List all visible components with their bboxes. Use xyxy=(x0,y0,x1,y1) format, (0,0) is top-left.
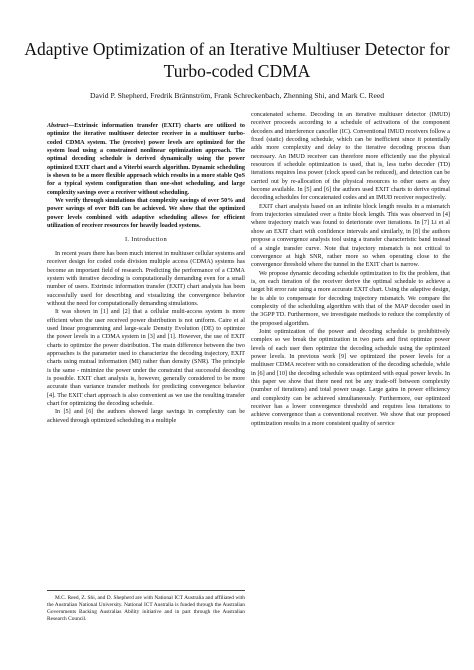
abstract xyxy=(47,122,245,197)
left-paragraph: It was shown in [1] and [2] that a cellular multi-access system is more efficient when the user received power distribution is not uniform. Caire et al used linear programming and large-scale Density Evolution (DE) to optimize the power levels in a CDMA system in [3] and [1]. However, the use of EXIT charts to optimize the power distribution. The main difference between the two approaches is the parameter used to characterize the decoding trajectory, EXIT charts using mutual information (MI) rather than density (SNR). The principle is the same - minimize the power under the constraint that successful decoding is possible. EXIT chart analysis is, however, generally considered to be more accurate than variance transfer methods for predicting convergence behavior [4]. The EXIT chart approach is also convenient as we use the resulting transfer chart for optimizing the decoding schedule. xyxy=(47,309,245,407)
section-heading-introduction: I. Introduction xyxy=(124,236,168,244)
left-paragraph: In recent years there has been much interest in multiuser cellular systems and receiver design for coded code division multiple access (CDMA) systems has become an important field of research. Predicting the performance of a CDMA system with iterative decoding is computationally demanding even for a small number of users. Extrinsic information transfer (EXIT) chart analysis has been successfully used for describing and visualizing the convergence behavior without the need for computationally demanding simulations. xyxy=(47,250,245,307)
right-paragraph: We propose dynamic decoding schedule optimization to fix the problem, that is, on each iteration of the receiver derive the optimal schedule to achieve a target bit error rate using a more accurate EXIT chart. Using the adaptive design, he is able to compensate for decoding trajectory mismatch. We compare the complexity of the scheduling algorithm with that of the MAP decoder used in the 3GPP TD. Furthermore, we investigate methods to reduce the complexity of the proposed algorithm. xyxy=(251,270,450,327)
right-paragraph: Joint optimization of the power and decoding schedule is prohibitively complex so we break the optimization in two parts and first optimize power levels of each user then optimize the decoding schedule using the optimized power levels. In previous work [9] we optimized the power levels for a multiuser CDMA receiver with no consideration of the decoding schedule, while in [6] and [10] the decoding schedule was optimized with equal power levels. In this paper we show that there need not be any trade-off between complexity (number of iterations) and total power usage. Large gains in power efficiency and complexity can be achieved simultaneously. Furthermore, our optimized receiver has a lower convergence threshold and requires less iterations to achieve convergence than a conventional receiver. We show that our proposed optimization results in a more consistent quality of service xyxy=(251,328,450,427)
left-column xyxy=(47,122,245,425)
abstract-text: —Extrinsic information transfer (EXIT) charts are utilized to optimize the iterative multiuser detector receiver in a multiuser turbo-coded CDMA system. The (receive) power levels are optimized for the system load using a constrained nonlinear optimization approach. The optimal decoding schedule is derived dynamically using the power optimized EXIT chart and a Viterbi search algorithm. Dynamic scheduling is shown to be a more flexible approach which results in a more stable QoS for a typical system configuration than one-shot scheduling, and large complexity savings over a receiver without scheduling. xyxy=(47,123,245,196)
abstract-label: Abstract xyxy=(47,123,69,129)
paper-title: Adaptive Optimization of an Iterative Multiuser Detector for Turbo-coded CDMA xyxy=(24,39,450,81)
right-paragraph: concatenated scheme. Decoding in an iterative multiuser detector (IMUD) receiver proceeds according to a schedule of activations of the component decoders and interference canceller (IC). Conventional IMUD receivers follow a fixed (static) decoding schedule, which can be inefficient since it potentially adds more complexity and delay to the iterative decoding process than necessary. An IMUD receiver can therefore more efficiently use the physical resources if schedule optimization is used, that is, less turbo decoder (TD) iterations requires less power (clock speed can be reduced), and detection can be carried out by re-allocation of the physical resources to other users as they become available. In [5] and [6] the authors used EXIT charts to derive optimal decoding schedules for concatenated codes and an IMUD receiver respectively. xyxy=(251,112,450,202)
abstract-paragraph-2: We verify through simulations that complexity savings of over 50% and power savings of over 8dB can be achieved. We show that the optimized power levels combined with adaptive scheduling allows for efficient utilization of receiver resources for heavily loaded systems. xyxy=(47,198,245,230)
right-paragraph: EXIT chart analysis based on an infinite block length results in a mismatch from trajectories simulated over a finite block length. This was observed in [4] where trajectory match was found to deteriorate over iterations. In [7] Li et al show an EXIT chart with confidence intervals and similarly, in [8] the authors propose a convergence analysis tool using a transfer characteristic band instead of a single transfer curve. Note that trajectory mismatch is not critical to convergence at high SNR, rather more so when operating close to the convergence threshold where the tunnel in the EXIT chart is narrow. xyxy=(251,203,450,269)
right-column xyxy=(251,111,450,428)
author-list: David P. Shepherd, Fredrik Brännström, Frank Schreckenbach, Zhenning Shi, and Mark C. Reed xyxy=(90,91,384,100)
footnote-text: M.C. Reed, Z. Shi, and D. Shepherd are with National ICT Australia and affiliated with the Australian National University. National ICT Australia is funded through the Australian Governments Backing Australias Ability initiative and in part through the Australian Research Council. xyxy=(47,595,245,622)
left-paragraph: In [5] and [6] the authors showed large savings in complexity can be achieved through optimized scheduling in a multiple xyxy=(47,409,245,424)
footnote xyxy=(47,590,245,623)
